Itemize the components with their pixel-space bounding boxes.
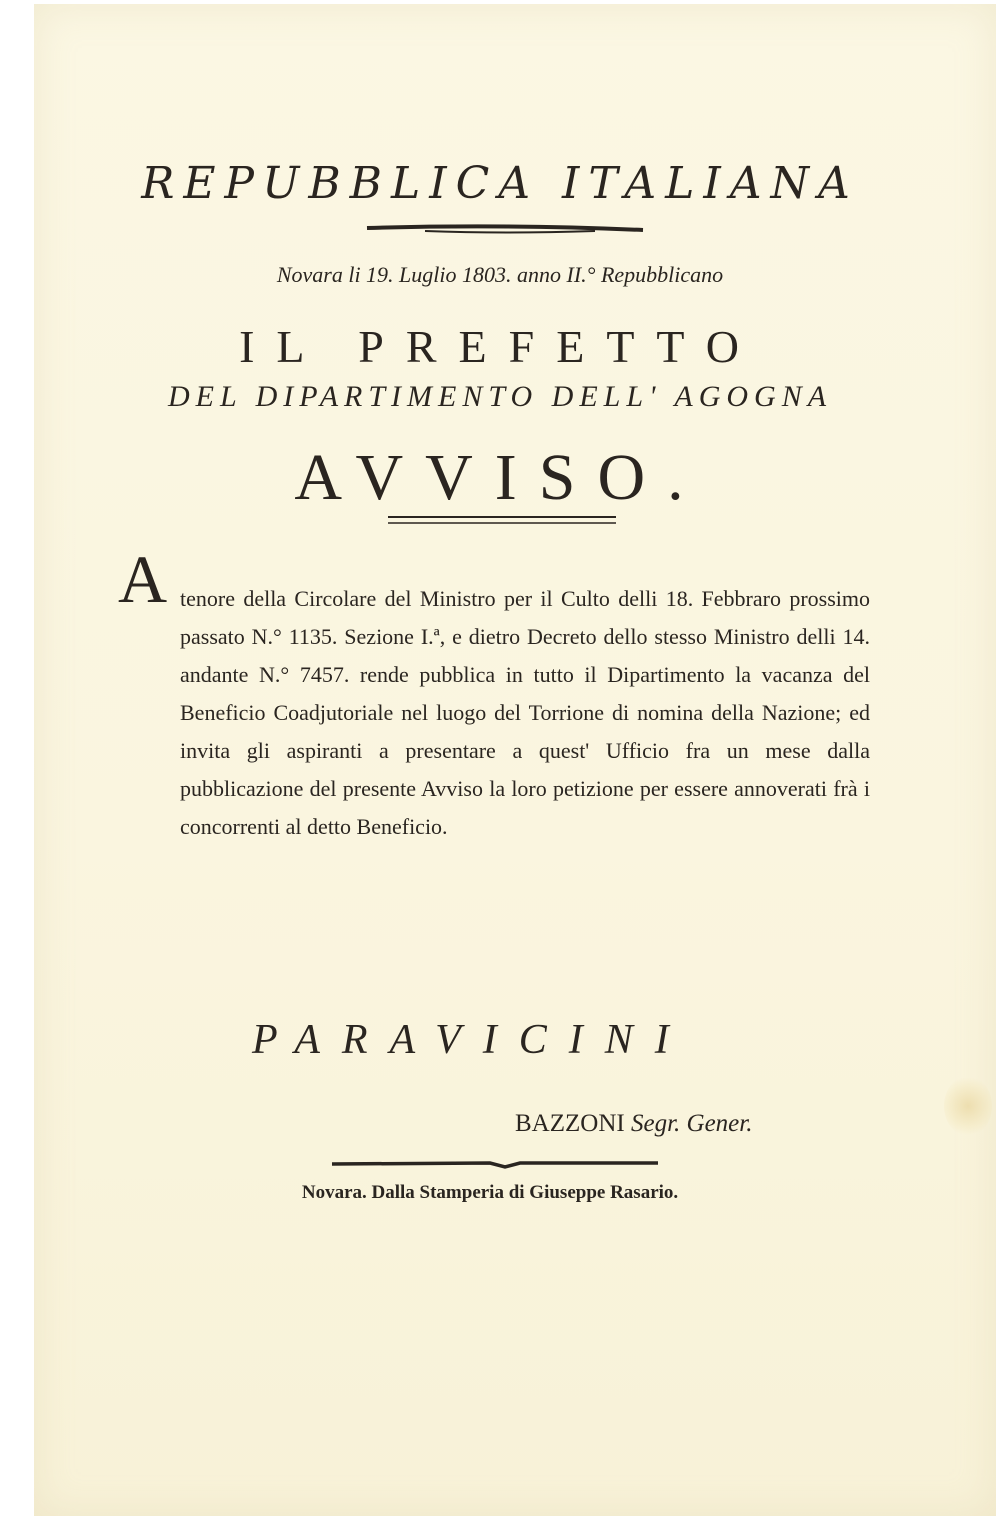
notice-title: AVVISO. — [294, 441, 706, 514]
printer-imprint: Novara. Dalla Stamperia di Giuseppe Rasario. — [301, 1182, 679, 1203]
dateline: Novara li 19. Luglio 1803. anno II.° Repubblicano — [276, 262, 724, 287]
department-heading: DEL DIPARTIMENTO DELL' AGOGNA — [167, 380, 833, 413]
republic-heading: REPUBBLICA ITALIANA — [141, 158, 859, 209]
secretary-line — [515, 1110, 752, 1138]
secretary-title: Segr. Gener. — [630, 1110, 753, 1137]
secretary-name: BAZZONI — [515, 1110, 625, 1137]
double-rule — [388, 514, 616, 526]
ornamental-rule-top — [365, 222, 645, 236]
drop-cap: A — [118, 541, 168, 617]
paper-stain — [944, 1076, 992, 1136]
office-heading: IL PREFETTO — [239, 321, 761, 372]
prefect-signature: PARAVICINI — [252, 1017, 691, 1063]
notice-body: tenore della Circolare del Ministro per il Culto delli 18. Febbraro prossimo passato N.° 1135. Sezione I.ª, e dietro Decreto dello stesso Ministro delli 14. andante N.° 7457. rende pubblica in tutto il Dipartimento la vacanza del Beneficio Coadjutoriale nel luogo del Torrione di nomina della Nazione; ed invita gli aspiranti a presentare a quest' Ufficio fra un mese dalla pubblicazione del presente Avviso la loro petizione per essere annoverati frà i concorrenti al detto Beneficio. — [180, 586, 870, 839]
ornamental-rule-bottom — [330, 1158, 660, 1170]
